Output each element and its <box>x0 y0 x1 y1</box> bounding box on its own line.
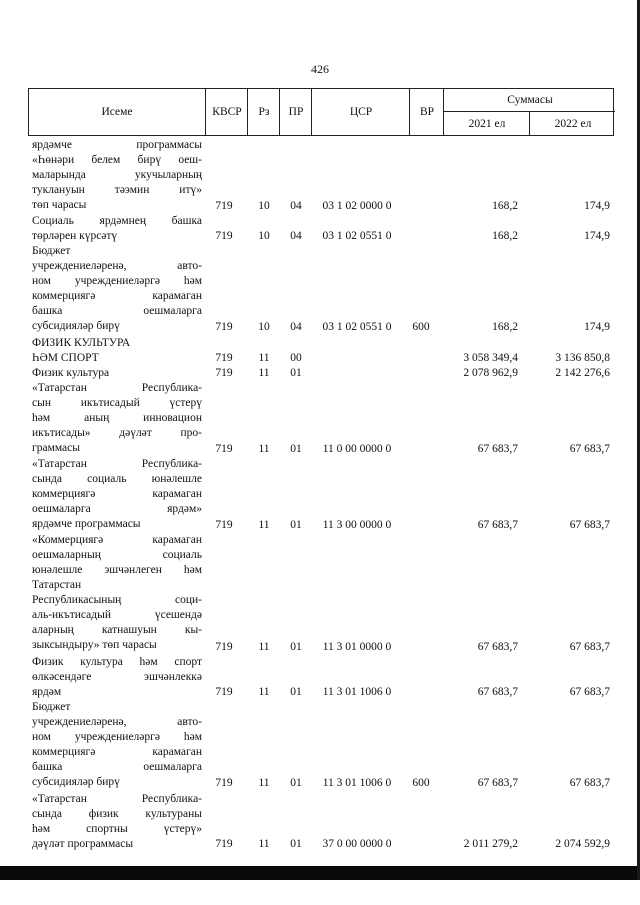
row-name-line: Социаль ярдәмнең башка <box>32 215 202 227</box>
row-name-line: граммасы <box>32 442 80 455</box>
row-name-line: сында социаль юнәлешле <box>32 473 202 486</box>
page-number: 426 <box>311 62 329 76</box>
row-y2021: 168,2 <box>492 199 518 212</box>
row-name-line: төрләрен күрсәтү <box>32 230 118 242</box>
row-kvsr: 719 <box>215 777 233 790</box>
row-name-line: аль-икътисадый үсешендә <box>32 609 202 622</box>
row-name <box>32 533 202 653</box>
row-name-line: өлкәсендәге эшчәнлеккә <box>32 670 202 683</box>
row-pr: 04 <box>290 321 302 334</box>
row-kvsr: 719 <box>215 640 233 653</box>
table-row <box>0 381 640 457</box>
row-pr: 01 <box>290 442 302 455</box>
row-name-line: һәм спортны үстерү» <box>32 822 202 835</box>
row-csr: 03 1 02 0551 0 <box>322 230 392 243</box>
header-csr: ЦСР <box>311 89 410 135</box>
row-y2022: 174,9 <box>584 199 610 212</box>
row-name-line: ном учреждениеләргә һәм <box>32 275 202 288</box>
row-name <box>32 214 202 244</box>
row-name-line: Физик культура һәм спорт <box>32 655 202 668</box>
row-name-line: аларның катнашуын кы- <box>32 624 202 637</box>
row-y2021: 168,2 <box>492 321 518 334</box>
row-kvsr: 719 <box>215 230 233 243</box>
row-y2022: 174,9 <box>584 230 610 243</box>
row-csr: 37 0 00 0000 0 <box>322 838 392 851</box>
row-name-line: субсидияләр бирү <box>32 320 120 333</box>
row-y2021: 67 683,7 <box>477 442 518 455</box>
row-name <box>32 655 202 700</box>
table-row <box>0 700 640 791</box>
row-csr: 03 1 02 0551 0 <box>322 321 392 334</box>
scan-border-bottom <box>0 866 640 880</box>
row-name-line: ФИЗИК КУЛЬТУРА <box>32 336 131 349</box>
row-rz: 11 <box>258 838 270 851</box>
row-name-line: Бюджет <box>32 245 71 258</box>
row-name-line: учреждениеләренә, авто- <box>32 716 202 729</box>
row-name <box>32 381 202 456</box>
row-rz: 11 <box>258 777 270 790</box>
row-y2021: 67 683,7 <box>477 640 518 653</box>
row-name-line: «Коммерциягә карамаган <box>32 534 202 547</box>
row-name-line: «Һөнәри белем бирү оеш- <box>32 154 202 166</box>
row-name <box>32 700 202 790</box>
row-kvsr: 719 <box>215 351 233 364</box>
row-y2021: 2 011 279,2 <box>463 838 518 851</box>
row-name <box>32 366 202 381</box>
row-kvsr: 719 <box>215 686 233 699</box>
row-name-line: Физик культура <box>32 367 110 379</box>
table-row <box>0 214 640 244</box>
row-name-line: коммерциягә карамаган <box>32 290 202 303</box>
table-row <box>0 366 640 381</box>
row-name-line: «Татарстан Республика- <box>32 458 202 471</box>
header-2021: 2021 ел <box>443 112 530 135</box>
row-y2022: 67 683,7 <box>569 640 610 653</box>
header-kvsr: КВСР <box>205 89 248 135</box>
table-row <box>0 138 640 214</box>
row-pr: 01 <box>290 686 302 699</box>
row-y2021: 67 683,7 <box>477 518 518 531</box>
row-name-line: төп чарасы <box>32 199 87 211</box>
row-name-line: зыксындыру» төп чарасы <box>32 639 157 652</box>
row-kvsr: 719 <box>215 367 233 379</box>
row-pr: 04 <box>290 199 302 212</box>
row-name <box>32 138 202 213</box>
row-name-line: дәүләт программасы <box>32 837 134 850</box>
row-name-line: туклануын тәэмин итү» <box>32 184 202 196</box>
row-name-line: ярдәмче программасы <box>32 139 202 151</box>
row-pr: 00 <box>290 351 302 364</box>
row-y2021: 67 683,7 <box>477 686 518 699</box>
row-name <box>32 457 202 532</box>
row-csr: 11 0 00 0000 0 <box>322 442 392 455</box>
row-name-line: Республикасының соци- <box>32 594 202 607</box>
table-row <box>0 244 640 335</box>
row-y2021: 67 683,7 <box>477 777 518 790</box>
row-name-line: һәм аның инновацион <box>32 412 202 425</box>
row-name-line: оешмаларга ярдәм» <box>32 503 202 516</box>
row-name-line: сында физик культураны <box>32 807 202 820</box>
row-name-line: икътисады» дәүләт про- <box>32 427 202 440</box>
header-name: Исеме <box>101 106 133 118</box>
table-row <box>0 457 640 533</box>
header-pr: ПР <box>279 89 312 135</box>
row-y2022: 174,9 <box>584 321 610 334</box>
row-csr: 03 1 02 0000 0 <box>322 199 392 212</box>
row-name-line: ярдәм <box>32 685 62 698</box>
row-csr: 11 3 00 0000 0 <box>322 518 392 531</box>
row-name-line: юнәлешле эшчәнлеген һәм <box>32 564 202 577</box>
table-row <box>0 533 640 655</box>
row-pr: 01 <box>290 640 302 653</box>
row-kvsr: 719 <box>215 838 233 851</box>
header-sums: Суммасы <box>443 89 616 111</box>
row-csr: 11 3 01 1006 0 <box>322 777 392 790</box>
row-pr: 01 <box>290 367 302 379</box>
row-name-line: ҺӘМ СПОРТ <box>32 351 99 364</box>
row-y2021: 2 078 962,9 <box>463 367 518 379</box>
row-rz: 10 <box>258 230 270 243</box>
table-row <box>0 336 640 366</box>
table-row <box>0 792 640 853</box>
row-name-line: учреждениеләренә, авто- <box>32 260 202 273</box>
row-kvsr: 719 <box>215 199 233 212</box>
row-kvsr: 719 <box>215 321 233 334</box>
row-pr: 01 <box>290 838 302 851</box>
row-name-line: ярдәмче программасы <box>32 518 141 531</box>
row-rz: 10 <box>258 321 270 334</box>
row-kvsr: 719 <box>215 518 233 531</box>
row-y2022: 67 683,7 <box>569 686 610 699</box>
row-pr: 01 <box>290 518 302 531</box>
header-vr: ВР <box>409 89 444 135</box>
row-name-line: ном учреждениеләргә һәм <box>32 731 202 744</box>
header-rz: Рз <box>247 89 280 135</box>
row-name-line: коммерциягә карамаган <box>32 746 202 759</box>
row-name-line: субсидияләр бирү <box>32 776 120 789</box>
row-name-line: оешмаларның социаль <box>32 549 202 562</box>
row-name-line: маларында укучыларның <box>32 169 202 181</box>
row-vr: 600 <box>412 777 430 790</box>
row-y2022: 67 683,7 <box>569 518 610 531</box>
row-name-line: сын икътисадый үстерү <box>32 397 202 410</box>
row-name-line: башка оешмаларга <box>32 305 202 318</box>
row-y2022: 67 683,7 <box>569 777 610 790</box>
row-name-line: башка оешмаларга <box>32 761 202 774</box>
row-pr: 04 <box>290 230 302 243</box>
row-y2022: 67 683,7 <box>569 442 610 455</box>
row-name <box>32 244 202 334</box>
row-rz: 11 <box>258 686 270 699</box>
row-rz: 11 <box>258 442 270 455</box>
row-name-line: «Татарстан Республика- <box>32 382 202 395</box>
table-row <box>0 655 640 701</box>
row-y2022: 2 142 276,6 <box>555 367 610 379</box>
row-name <box>32 792 202 852</box>
row-rz: 11 <box>258 351 270 364</box>
row-csr: 11 3 01 1006 0 <box>322 686 392 699</box>
header-2022: 2022 ел <box>529 112 616 135</box>
row-rz: 11 <box>258 518 270 531</box>
row-rz: 11 <box>258 640 270 653</box>
row-rz: 11 <box>258 367 270 379</box>
row-y2021: 3 058 349,4 <box>463 351 518 364</box>
row-y2021: 168,2 <box>492 230 518 243</box>
table-header <box>28 88 614 136</box>
row-name-line: Бюджет <box>32 701 71 714</box>
row-name-line: Татарстан <box>32 579 82 592</box>
row-y2022: 3 136 850,8 <box>555 351 610 364</box>
row-y2022: 2 074 592,9 <box>555 838 610 851</box>
row-vr: 600 <box>412 321 430 334</box>
row-name-line: коммерциягә карамаган <box>32 488 202 501</box>
row-rz: 10 <box>258 199 270 212</box>
row-csr: 11 3 01 0000 0 <box>322 640 392 653</box>
row-name-line: «Татарстан Республика- <box>32 792 202 805</box>
row-name <box>32 336 202 366</box>
row-kvsr: 719 <box>215 442 233 455</box>
row-pr: 01 <box>290 777 302 790</box>
